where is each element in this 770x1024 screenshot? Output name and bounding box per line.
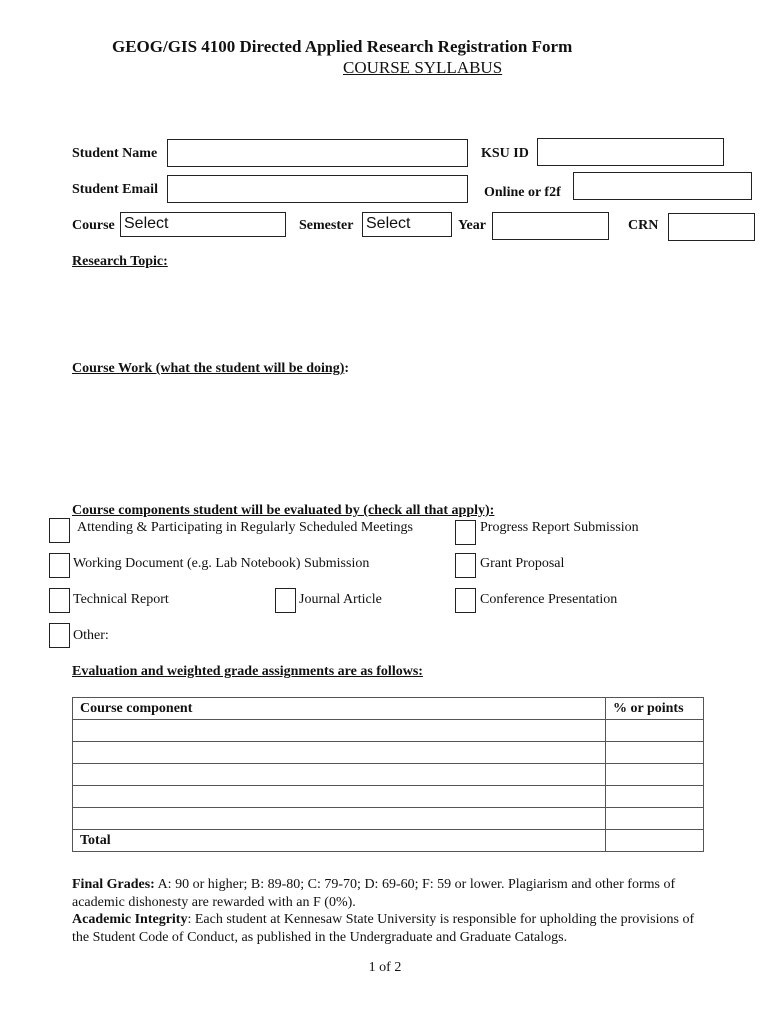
final-grades-label: Final Grades: [72,877,155,892]
points-cell[interactable] [606,764,704,786]
journal-checkbox[interactable] [275,588,296,613]
conference-label: Conference Presentation [480,592,618,607]
year-label: Year [458,218,486,233]
points-cell[interactable] [606,786,704,808]
points-cell[interactable] [606,742,704,764]
component-cell[interactable] [73,720,606,742]
crn-label: CRN [628,218,659,233]
student-email-label: Student Email [72,182,158,197]
points-cell[interactable] [606,720,704,742]
course-work-heading [72,361,349,377]
conference-checkbox[interactable] [455,588,476,613]
grant-label: Grant Proposal [480,556,565,571]
integrity-label: Academic Integrity [72,912,188,927]
ksu-id-input[interactable] [537,138,724,166]
final-grades-paragraph [72,876,712,912]
ksu-id-label: KSU ID [481,146,529,161]
points-cell[interactable] [606,808,704,830]
component-cell[interactable] [73,808,606,830]
technical-checkbox[interactable] [49,588,70,613]
evaluation-heading: Evaluation and weighted grade assignments are as follows: [72,664,423,679]
student-name-label: Student Name [72,146,158,161]
course-work-heading-text: Course Work (what the student will be doing) [72,361,345,376]
table-header-row [73,698,704,720]
course-work-colon: : [344,361,350,376]
table-row [73,808,704,830]
integrity-text: : Each student at Kennesaw State University is responsible for upholding the provisions of the Student Code of Conduct, as published in the Undergraduate and Graduate Catalogs. [72,912,695,945]
component-cell[interactable] [73,764,606,786]
component-cell[interactable] [73,786,606,808]
components-heading: Course components student will be evaluated by (check all that apply): [72,503,495,518]
semester-select[interactable]: Select [362,212,452,237]
final-grades-text: A: 90 or higher; B: 89-80; C: 79-70; D: 69-60; F: 59 or lower. Plagiarism and other forms of academic dishonesty are rewarded with an F (0%). [72,877,676,910]
online-input[interactable] [573,172,752,200]
form-title: GEOG/GIS 4100 Directed Applied Research Registration Form [112,37,573,56]
table-row [73,786,704,808]
student-email-input[interactable] [167,175,468,203]
total-label: Total [73,830,606,852]
integrity-paragraph [72,911,712,947]
page-number: 1 of 2 [368,960,402,975]
component-cell[interactable] [73,742,606,764]
table-row [73,742,704,764]
working-doc-label: Working Document (e.g. Lab Notebook) Submission [73,556,370,571]
course-label: Course [72,218,115,233]
technical-label: Technical Report [73,592,169,607]
progress-checkbox[interactable] [455,520,476,545]
other-label: Other: [73,628,109,643]
student-name-input[interactable] [167,139,468,167]
attending-checkbox[interactable] [49,518,70,543]
attending-label: Attending & Participating in Regularly Scheduled Meetings [77,520,413,535]
course-select[interactable]: Select [120,212,286,237]
form-subtitle: COURSE SYLLABUS [343,58,503,77]
course-component-header: Course component [73,698,606,720]
working-doc-checkbox[interactable] [49,553,70,578]
crn-input[interactable] [668,213,755,241]
other-checkbox[interactable] [49,623,70,648]
points-header: % or points [606,698,704,720]
table-row [73,764,704,786]
grades-table [72,697,704,852]
year-input[interactable] [492,212,609,240]
semester-label: Semester [299,218,354,233]
research-topic-heading: Research Topic: [72,254,168,269]
total-points-cell[interactable] [606,830,704,852]
grant-checkbox[interactable] [455,553,476,578]
journal-label: Journal Article [299,592,382,607]
online-label: Online or f2f [484,185,561,200]
progress-label: Progress Report Submission [480,520,639,535]
table-row [73,720,704,742]
total-row [73,830,704,852]
